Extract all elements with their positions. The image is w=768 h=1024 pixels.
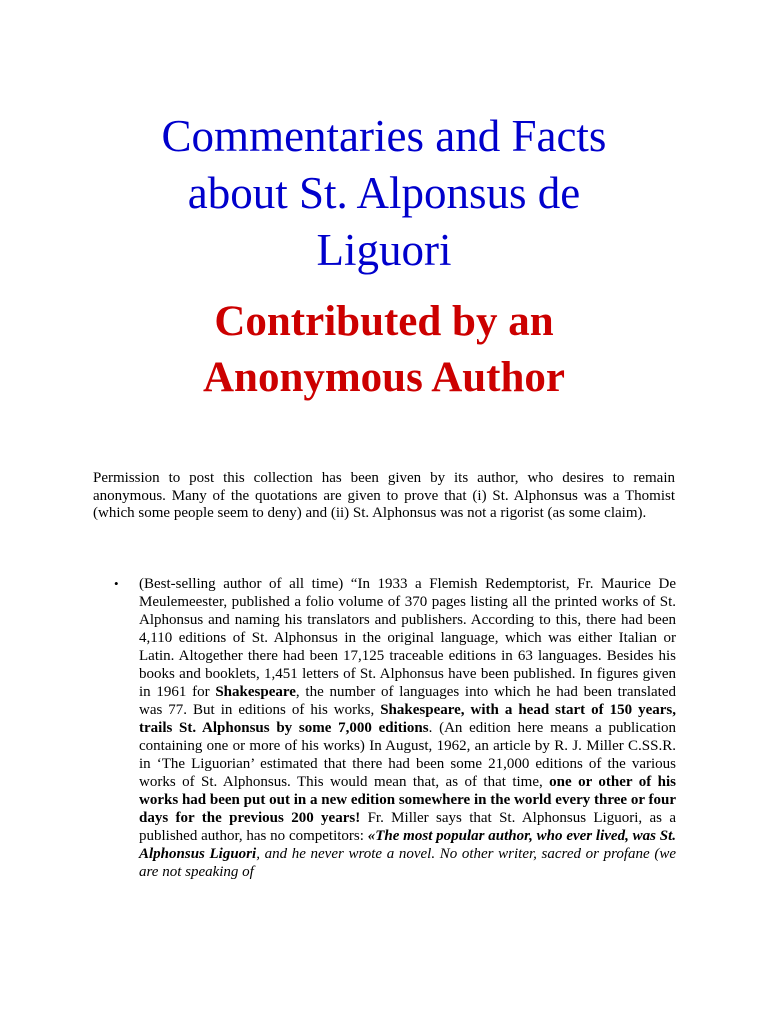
document-subtitle: [60, 294, 708, 406]
text-run: (Best-selling author of all time) “In 1933 a Flemish Redemptorist, Fr. Maurice De Meulemeester, published a folio volume of 370 pages listing all the printed works of St. Alphonsus and naming his translators and publishers. According to this, there had been 4,110 editions of St. Alphonsus in the original language, which was either Italian or Latin. Altogether there had been 17,125 traceable editions in 63 languages. Besides his books and booklets, 1,451 letters of St. Alphonsus have been published. In figures given in 1961 for: [139, 576, 676, 700]
intro-paragraph: Permission to post this collection has been given by its author, who desires to remain anonymous. Many of the quotations are given to prove that (i) St. Alphonsus was a Thomist (which some people seem to deny) and (ii) St. Alphonsus was not a rigorist (as some claim).: [93, 470, 675, 521]
italic-quote: , and he never wrote a novel. No other writer, sacred or profane (we are not speaking of: [139, 846, 676, 880]
subtitle-line: Contributed by an: [214, 298, 554, 345]
facts-list: [110, 575, 676, 881]
title-line: Commentaries and Facts: [161, 111, 607, 161]
list-item: [110, 575, 676, 881]
subtitle-line: Anonymous Author: [202, 354, 565, 401]
text-run: Fr. Miller says that St. Alphonsus Liguori, as a published author, has no competitors:: [139, 810, 676, 844]
text-run: . (An edition here means a publication containing one or more of his works) In August, 1962, an article by R. J. Miller C.SS.R. in ‘The Liguorian’ estimated that there had been some 21,000 editions of the various works of St. Alphonsus. This would mean that, as of that time,: [139, 720, 676, 790]
text-run: , the number of languages into which he had been translated was 77. But in editions of his works,: [139, 684, 676, 718]
bold-run: Shakespeare, with a head start of 150 years, trails St. Alphonsus by some 7,000 editions: [139, 702, 676, 736]
title-line: about St. Alponsus de: [187, 168, 581, 218]
bold-run: Shakespeare: [215, 684, 296, 700]
bold-italic-quote: «The most popular author, who ever lived, was St. Alphonsus Liguori: [139, 828, 676, 862]
bold-run: one or other of his works had been put out in a new edition somewhere in the world every three or four days for the previous 200 years!: [139, 774, 676, 826]
title-line: Liguori: [316, 225, 452, 275]
bullet-icon: •: [114, 576, 119, 591]
document-title: [60, 108, 708, 279]
